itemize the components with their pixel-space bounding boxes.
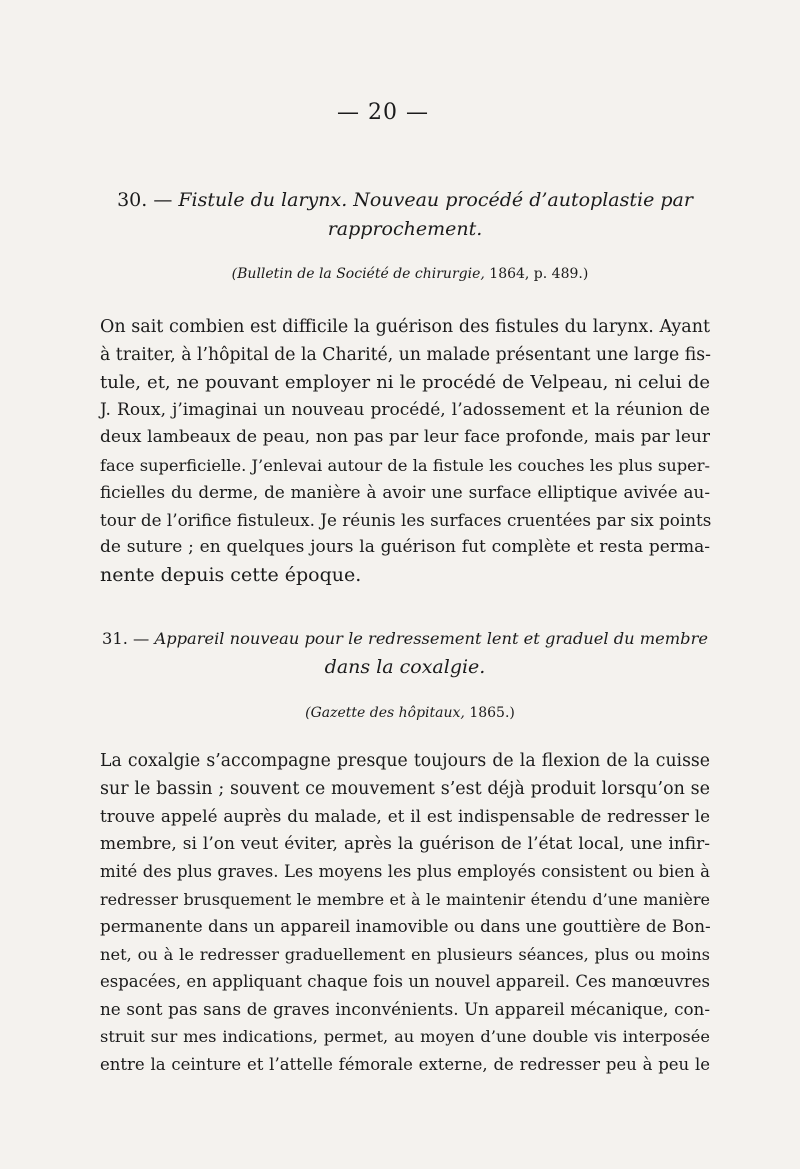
entry-31-line: struit sur mes indications, permet, au moyen d’une double vis interposée	[100, 1027, 710, 1046]
entry-30-title	[100, 186, 710, 244]
entry-31-line: trouve appelé auprès du malade, et il est indispensable de redresser le	[100, 806, 710, 826]
entry-31-citation-source: (Gazette des hôpitaux,	[305, 705, 465, 721]
entry-31-line: membre, si l’on veut éviter, après la guérison de l’état local, une infir-	[100, 833, 710, 854]
entry-31-number: 31. —	[102, 629, 150, 648]
entry-30-line: J. Roux, j’imaginai un nouveau procédé, l’adossement et la réunion de	[100, 399, 710, 420]
entry-31-paragraph	[100, 748, 710, 1078]
entry-30-paragraph	[100, 314, 710, 589]
entry-30-line: nente depuis cette époque.	[100, 563, 362, 586]
entry-30-citation-source: (Bulletin de la Société de chirurgie,	[231, 266, 485, 282]
entry-30-line: de suture ; en quelques jours la guérison fut complète et resta perma-	[100, 537, 710, 557]
entry-31-title-line1: Appareil nouveau pour le redressement lent et graduel du membre	[154, 629, 708, 648]
entry-31-citation	[100, 705, 720, 721]
entry-30-line: tule, et, ne pouvant employer ni le procédé de Velpeau, ni celui de	[100, 372, 710, 393]
entry-31-line: redresser brusquement le membre et à le maintenir étendu d’une manière	[100, 889, 710, 909]
entry-31-citation-pages: 1865.)	[469, 705, 515, 721]
page-number: — 20 —	[337, 100, 429, 125]
entry-30-citation	[100, 266, 720, 282]
entry-30-line: tour de l’orifice fistuleux. Je réunis les surfaces cruentées par six points	[100, 509, 712, 530]
entry-30-line: deux lambeaux de peau, non pas par leur face profonde, mais par leur	[100, 427, 710, 447]
entry-31-title	[100, 624, 710, 682]
entry-31-line: La coxalgie s’accompagne presque toujours de la flexion de la cuisse	[100, 751, 710, 771]
entry-31-line: permanente dans un appareil inamovible ou dans une gouttière de Bon-	[100, 916, 711, 936]
entry-31-line: net, ou à le redresser graduellement en plusieurs séances, plus ou moins	[100, 944, 710, 964]
entry-30-line: face superficielle. J’enlevai autour de la fistule les couches les plus super-	[100, 455, 710, 475]
entry-30-number: 30. —	[117, 189, 173, 211]
entry-31-line: espacées, en appliquant chaque fois un nouvel appareil. Ces manœuvres	[100, 972, 710, 991]
entry-31-line: ne sont pas sans de graves inconvénients. Un appareil mécanique, con-	[100, 998, 710, 1019]
entry-30-line: ficielles du derme, de manière à avoir une surface elliptique avivée au-	[100, 482, 710, 502]
entry-31-line: mité des plus graves. Les moyens les plus employés consistent ou bien à	[100, 862, 710, 881]
entry-31-line: entre la ceinture et l’attelle fémorale externe, de redresser peu à peu le	[100, 1054, 710, 1074]
entry-31-line: sur le bassin ; souvent ce mouvement s’est déjà produit lorsqu’on se	[100, 778, 710, 799]
entry-30-title-line2: rapprochement.	[327, 218, 483, 240]
entry-31-title-line2: dans la coxalgie.	[324, 656, 486, 678]
entry-30-title-line1: Fistule du larynx. Nouveau procédé d’autoplastie par	[178, 189, 693, 211]
entry-30-citation-pages: 1864, p. 489.)	[489, 266, 589, 282]
entry-30-line: On sait combien est difficile la guérison des fistules du larynx. Ayant	[100, 317, 710, 337]
entry-30-line: à traiter, à l’hôpital de la Charité, un malade présentant une large fis-	[100, 344, 711, 365]
